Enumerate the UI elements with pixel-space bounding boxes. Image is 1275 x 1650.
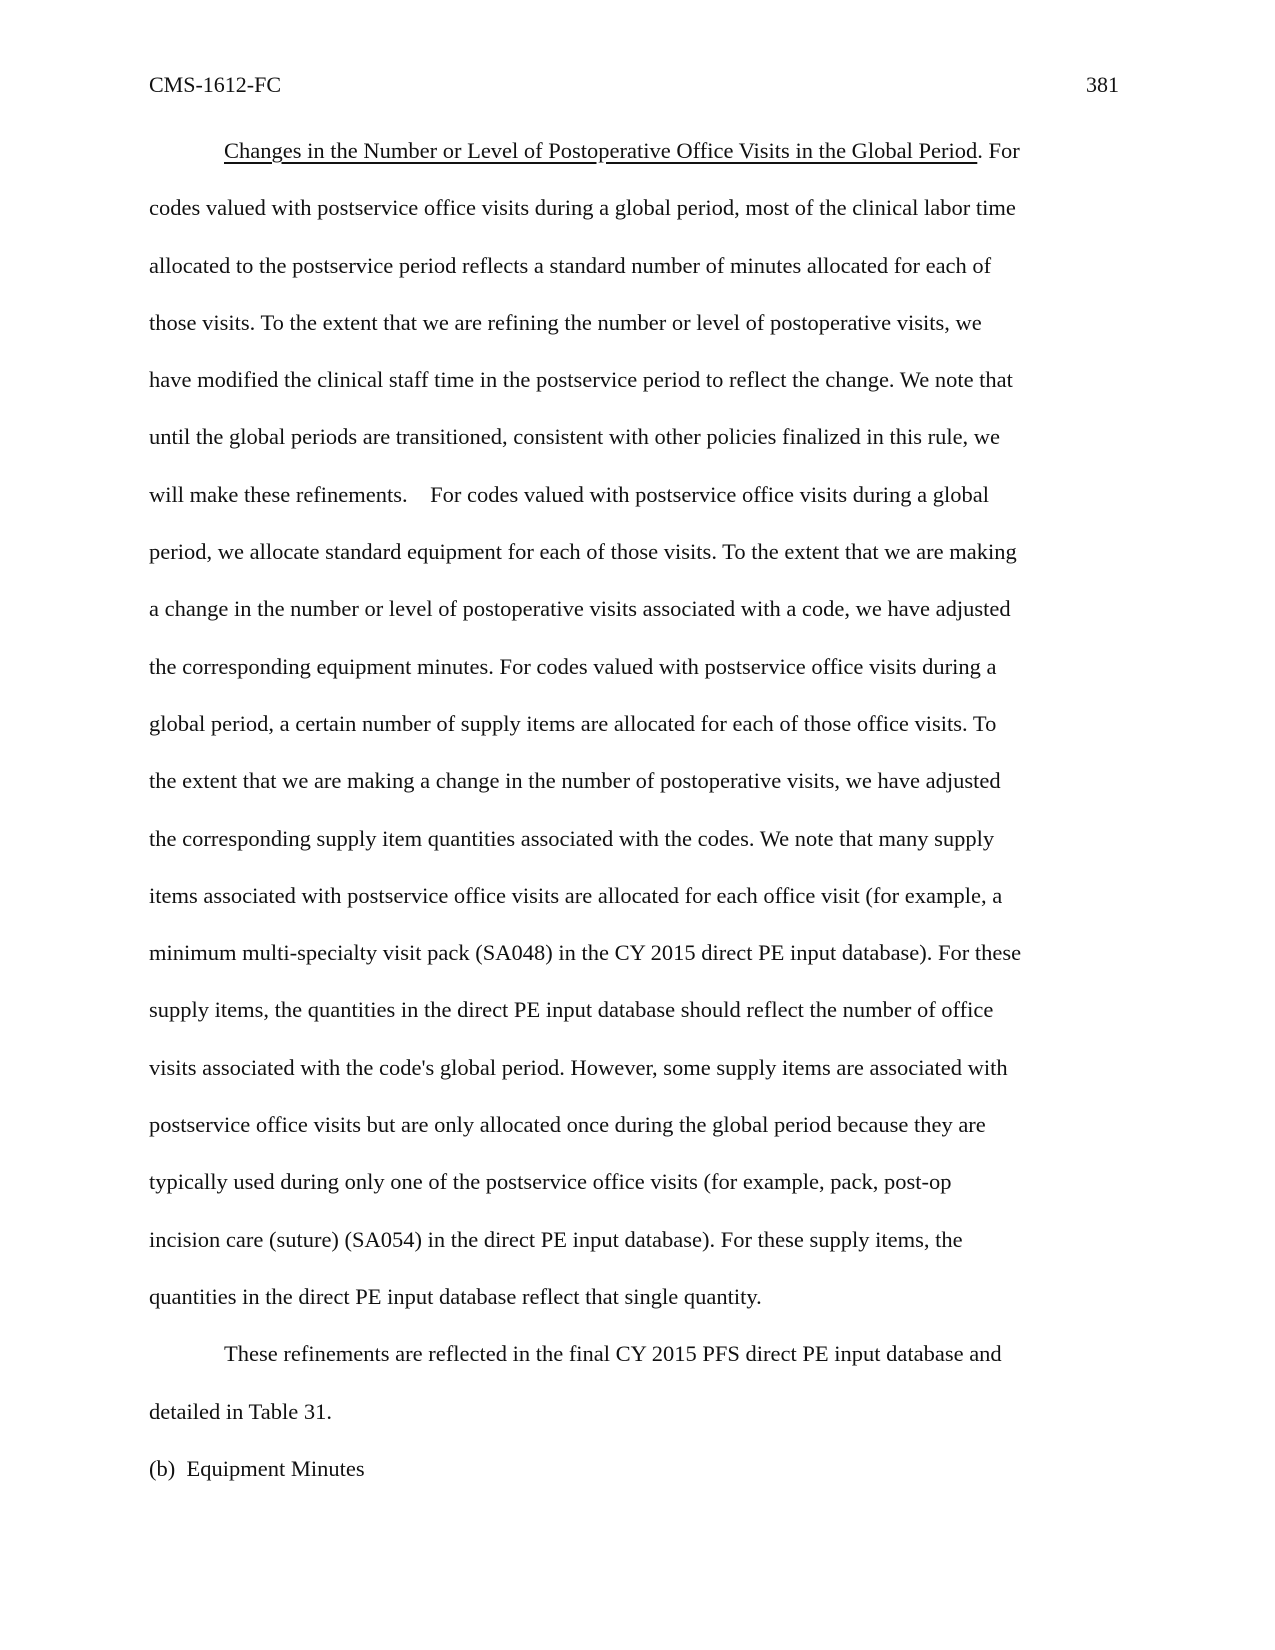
text-line: supply items, the quantities in the direct PE input database should reflect the number of office xyxy=(149,997,994,1023)
text-line: those visits. To the extent that we are refining the number or level of postoperative visits, we xyxy=(149,309,982,335)
paragraph-heading: Changes in the Number or Level of Postoperative Office Visits in the Global Period xyxy=(224,138,978,163)
text-line: detailed in Table 31. xyxy=(149,1398,332,1424)
paragraph-refinements xyxy=(149,1325,1119,1440)
text-line: the corresponding equipment minutes. For codes valued with postservice office visits during a xyxy=(149,653,997,679)
text-line: allocated to the postservice period reflects a standard number of minutes allocated for each of xyxy=(149,252,992,278)
text-line: the corresponding supply item quantities associated with the codes. We note that many supply xyxy=(149,825,995,851)
text-line: These refinements are reflected in the final CY 2015 PFS direct PE input database and xyxy=(224,1341,1002,1367)
text-line: incision care (suture) (SA054) in the direct PE input database). For these supply items, the xyxy=(149,1226,963,1252)
text-line: will make these refinements. For codes valued with postservice office visits during a global xyxy=(149,481,990,507)
section-heading: (b) Equipment Minutes xyxy=(149,1455,365,1481)
text-line: have modified the clinical staff time in the postservice period to reflect the change. We note that xyxy=(149,367,1013,393)
body-text xyxy=(149,122,1119,1497)
page-number: 381 xyxy=(1086,72,1119,97)
page-header xyxy=(149,72,1119,106)
text-line: global period, a certain number of supply items are allocated for each of those office visits. To xyxy=(149,710,997,736)
text-line: visits associated with the code's global period. However, some supply items are associated with xyxy=(149,1054,1008,1080)
text-line: codes valued with postservice office visits during a global period, most of the clinical labor time xyxy=(149,195,1016,221)
text-line: Changes in the Number or Level of Postoperative Office Visits in the Global Period. For xyxy=(224,138,1020,163)
text-line: postservice office visits but are only allocated once during the global period because they are xyxy=(149,1112,986,1138)
text-line: minimum multi-specialty visit pack (SA048) in the CY 2015 direct PE input database). For these xyxy=(149,940,1022,966)
text-line: the extent that we are making a change in the number of postoperative visits, we have adjusted xyxy=(149,768,1001,794)
text-line: until the global periods are transitioned, consistent with other policies finalized in this rule, we xyxy=(149,424,1001,450)
text-line: items associated with postservice office visits are allocated for each office visit (for example, a xyxy=(149,882,1003,908)
paragraph-postoperative-visits xyxy=(149,122,1119,1325)
text-line: typically used during only one of the postservice office visits (for example, pack, post-op xyxy=(149,1169,952,1195)
document-id: CMS-1612-FC xyxy=(149,72,282,97)
text-line: quantities in the direct PE input database reflect that single quantity. xyxy=(149,1283,762,1309)
text-line: period, we allocate standard equipment for each of those visits. To the extent that we are making xyxy=(149,539,1017,565)
text-line: a change in the number or level of postoperative visits associated with a code, we have adjusted xyxy=(149,596,1011,622)
section-heading-equipment-minutes xyxy=(149,1440,1119,1497)
